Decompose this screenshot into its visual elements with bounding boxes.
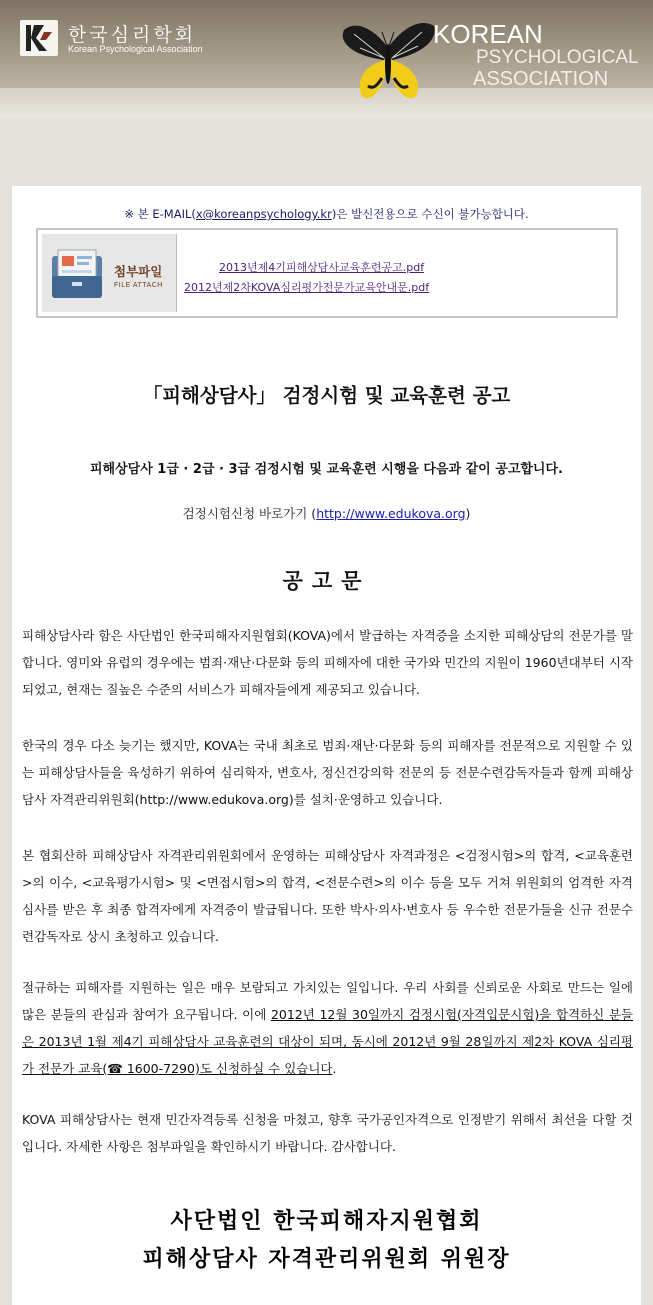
logo-mark-icon — [20, 20, 58, 56]
signature-title: 피해상담사 자격관리위원회 위원장 — [142, 1247, 511, 1272]
brand-line-3: ASSOCIATION — [473, 68, 609, 90]
header-banner — [0, 0, 653, 118]
attachment-box — [36, 228, 618, 318]
attachment-file-link[interactable]: 2012년제2차KOVA심리평가전문가교육안내문.pdf — [184, 281, 430, 294]
announcement-title: 「피해상담사」 검정시험 및 교육훈련 공고 — [142, 384, 511, 407]
file-attach-icon — [48, 246, 106, 306]
exam-shortcut — [12, 504, 641, 522]
brand-line-1: KOREAN — [433, 19, 543, 49]
butterfly-icon — [338, 8, 438, 118]
paragraph: 한국의 경우 다소 늦기는 했지만, KOVA는 국내 최초로 범죄·재난·다문화 등의 피해자를 전문적으로 지원할 수 있는 피해상담사들을 육성하기 위하여 심리학자, 변호사, 정신건강의학 전문의 등 전문수련감독자들과 함께 피해상담사 자격관리위원회(http://www.edukova.org)를 설치·운영하고 있습니다. — [22, 738, 633, 807]
paragraph: KOVA 피해상담사는 현재 민간자격등록 신청을 마쳤고, 향후 국가공인자격으로 인정받기 위해서 최선을 다할 것입니다. 자세한 사항은 첨부파일을 확인하시기 바랍니다. 감사합니다. — [22, 1112, 633, 1154]
notice-email-link[interactable]: x@koreanpsychology.kr — [195, 207, 332, 221]
paragraph-text: . — [332, 1061, 337, 1076]
notice-suffix: )은 발신전용으로 수신이 불가능합니다. — [331, 207, 529, 221]
document-heading: 공고문 — [282, 569, 371, 593]
shortcut-prefix: 검정시험신청 바로가기 ( — [182, 506, 317, 521]
attachment-file-link[interactable]: 2013년제4기피해상담사교육훈련공고.pdf — [219, 261, 425, 274]
paragraph: 피해상담사라 함은 사단법인 한국피해자지원협회(KOVA)에서 발급하는 자격증을 소지한 피해상담의 전문가를 말합니다. 영미와 유럽의 경우에는 범죄·재난·다문화 등의 피해자에 대한 국가와 민간의 지원이 1960년대부터 시작되었고, 현재는 질높은 수준의 서비스가 피해자들에게 제공되고 있습니다. — [22, 628, 633, 697]
paragraph-text: 절규하는 피해자를 지원하는 일은 매우 보람되고 가치있는 일입니다. 우리 사회를 신뢰로운 사회로 만드는 일에 많은 분들의 관심과 참여가 요구됩니다. 이에 — [22, 980, 633, 1022]
paragraph: 본 협회산하 피해상담사 자격관리위원회에서 운영하는 피해상담사 자격과정은 <검정시험>의 합격, <교육훈련>의 이수, <교육평가시험> 및 <면접시험>의 합격, <전문수련>의 이수 등을 모두 거쳐 위원회의 엄격한 자격심사를 받은 후 최종 합격자에게 자격증이 발급됩니다. 또한 박사·의사·변호사 등 우수한 전문가들을 신규 전문수련감독자로 상시 초청하고 있습니다. — [22, 848, 633, 944]
mail-body — [12, 186, 641, 1305]
notice-prefix: ※ 본 E-MAIL( — [124, 207, 196, 221]
banner-band — [0, 88, 653, 118]
org-name-en: Korean Psychological Association — [68, 44, 203, 54]
attachment-label-en: FILE ATTACH — [114, 282, 163, 289]
send-only-notice — [12, 206, 641, 222]
org-name-ko: 한국심리학회 — [68, 24, 197, 46]
attachment-label-ko: 첨부파일 — [114, 264, 163, 279]
signature-org: 사단법인 한국피해자지원협회 — [170, 1209, 483, 1234]
shortcut-suffix: ) — [465, 506, 471, 521]
attachment-label-panel — [42, 234, 177, 312]
brand-line-2: PSYCHOLOGICAL — [476, 47, 639, 68]
announcement-intro: 피해상담사 1급 · 2급 · 3급 검정시험 및 교육훈련 시행을 다음과 같이 공고합니다. — [89, 462, 563, 477]
deadline-highlight: 2012년 12월 30일까지 검정시험(자격입문시험)을 합격하신 분들은 2013년 1월 제4기 피해상담사 교육훈련의 대상이 되며, 동시에 2012년 9월 28일까지 제2차 KOVA 심리평가 전문가 교육(☎ 1600-7290)도 신청하실 수 있습니다 — [22, 1007, 633, 1076]
edukova-link[interactable]: http://www.edukova.org — [316, 506, 466, 521]
paragraph — [22, 974, 633, 1082]
